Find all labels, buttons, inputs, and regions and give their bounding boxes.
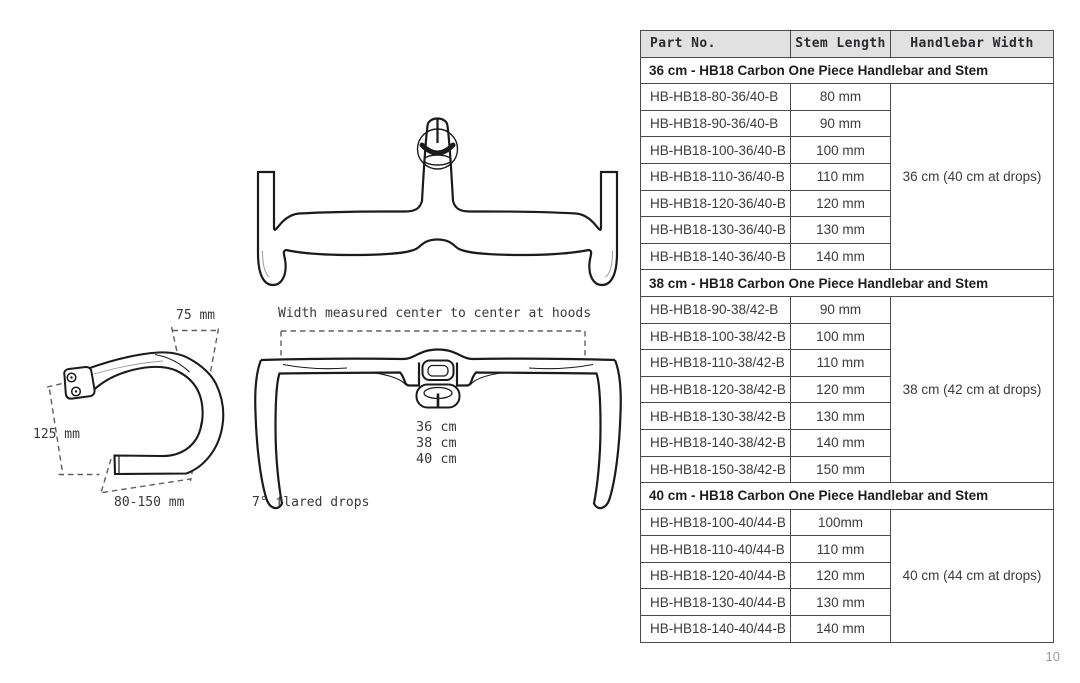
section-title-38: 38 cm - HB18 Carbon One Piece Handlebar and Stem — [641, 270, 1054, 297]
stem-front-face — [423, 361, 454, 381]
parts-table — [640, 30, 1054, 643]
stem-length-cell: 120 mm — [791, 376, 891, 403]
part-no-cell: HB-HB18-90-36/40-B — [641, 110, 791, 137]
size-label-38: 38 cm — [416, 435, 457, 451]
part-no-cell: HB-HB18-80-36/40-B — [641, 84, 791, 111]
stem-length-cell: 90 mm — [791, 110, 891, 137]
handlebar-body-outline — [258, 119, 617, 286]
clamp-bolt-lower-dot — [75, 390, 77, 392]
handlebar-width-cell: 40 cm (44 cm at drops) — [891, 509, 1054, 642]
header-stem-length: Stem Length — [791, 31, 891, 58]
part-no-cell: HB-HB18-100-38/42-B — [641, 323, 791, 350]
stem-length-cell: 120 mm — [791, 190, 891, 217]
stem-length-cell: 80 mm — [791, 84, 891, 111]
clamp-bolt-upper-dot — [70, 376, 72, 378]
section-title-40: 40 cm - HB18 Carbon One Piece Handlebar and Stem — [641, 483, 1054, 510]
stem-length-cell: 140 mm — [791, 616, 891, 643]
bar-top-silhouette — [261, 350, 615, 361]
section-header-row — [641, 270, 1054, 297]
stem-length-cell: 110 mm — [791, 163, 891, 190]
part-no-cell: HB-HB18-130-38/42-B — [641, 403, 791, 430]
drop-extension-lower — [101, 459, 112, 495]
hood-line-left — [283, 365, 347, 369]
part-no-cell: HB-HB18-120-36/40-B — [641, 190, 791, 217]
stem-length-cell: 100 mm — [791, 323, 891, 350]
part-no-cell: HB-HB18-90-38/42-B — [641, 296, 791, 323]
table-row — [641, 509, 1054, 536]
table-header-row — [641, 31, 1054, 58]
header-part-no: Part No. — [641, 31, 791, 58]
stem-length-cell: 90 mm — [791, 296, 891, 323]
stem-length-cell: 150 mm — [791, 456, 891, 483]
part-no-cell: HB-HB18-100-36/40-B — [641, 137, 791, 164]
stem-length-cell: 140 mm — [791, 243, 891, 270]
section-header-row — [641, 57, 1054, 84]
handlebar-width-cell: 38 cm (42 cm at drops) — [891, 296, 1054, 482]
hood-line-right — [529, 365, 593, 369]
part-no-cell: HB-HB18-140-36/40-B — [641, 243, 791, 270]
stem-range-dimension-line — [103, 479, 191, 493]
handlebar-top-view-drawing — [255, 103, 620, 293]
part-no-cell: HB-HB18-110-36/40-B — [641, 163, 791, 190]
section-header-row — [641, 483, 1054, 510]
stem-length-cell: 140 mm — [791, 429, 891, 456]
drop-dimension-label: 125 mm — [33, 427, 80, 442]
handlebar-width-cell: 36 cm (40 cm at drops) — [891, 84, 1054, 270]
size-label-40: 40 cm — [416, 451, 457, 467]
right-drop-outline — [457, 360, 621, 508]
stem-length-cell: 100 mm — [791, 137, 891, 164]
header-handlebar-width: Handlebar Width — [891, 31, 1054, 58]
flare-note-label: 7° flared drops — [252, 495, 370, 510]
stem-length-cell: 110 mm — [791, 536, 891, 563]
table-row — [641, 296, 1054, 323]
reach-dimension-label: 75 mm — [176, 308, 216, 323]
section-title-36: 36 cm - HB18 Carbon One Piece Handlebar and Stem — [641, 57, 1054, 84]
part-no-cell: HB-HB18-150-38/42-B — [641, 456, 791, 483]
stem-length-cell: 100mm — [791, 509, 891, 536]
size-label-36: 36 cm — [416, 419, 457, 435]
handlebar-side-view-drawing — [32, 298, 247, 523]
stem-range-dimension-label: 80-150 mm — [114, 495, 185, 510]
stem-length-cell: 130 mm — [791, 403, 891, 430]
part-no-cell: HB-HB18-130-40/44-B — [641, 589, 791, 616]
width-note-label: Width measured center to center at hoods — [278, 306, 592, 321]
left-drop-outline — [255, 360, 419, 508]
stem-length-cell: 120 mm — [791, 562, 891, 589]
stem-length-cell: 130 mm — [791, 217, 891, 244]
part-no-cell: HB-HB18-130-36/40-B — [641, 217, 791, 244]
part-no-cell: HB-HB18-120-40/44-B — [641, 562, 791, 589]
stem-length-cell: 130 mm — [791, 589, 891, 616]
page-number: 10 — [1045, 649, 1060, 664]
part-no-cell: HB-HB18-100-40/44-B — [641, 509, 791, 536]
part-no-cell: HB-HB18-140-40/44-B — [641, 616, 791, 643]
part-no-cell: HB-HB18-110-40/44-B — [641, 536, 791, 563]
part-no-cell: HB-HB18-120-38/42-B — [641, 376, 791, 403]
part-no-cell: HB-HB18-110-38/42-B — [641, 350, 791, 377]
table-row — [641, 84, 1054, 111]
part-no-cell: HB-HB18-140-38/42-B — [641, 429, 791, 456]
stem-length-cell: 110 mm — [791, 350, 891, 377]
